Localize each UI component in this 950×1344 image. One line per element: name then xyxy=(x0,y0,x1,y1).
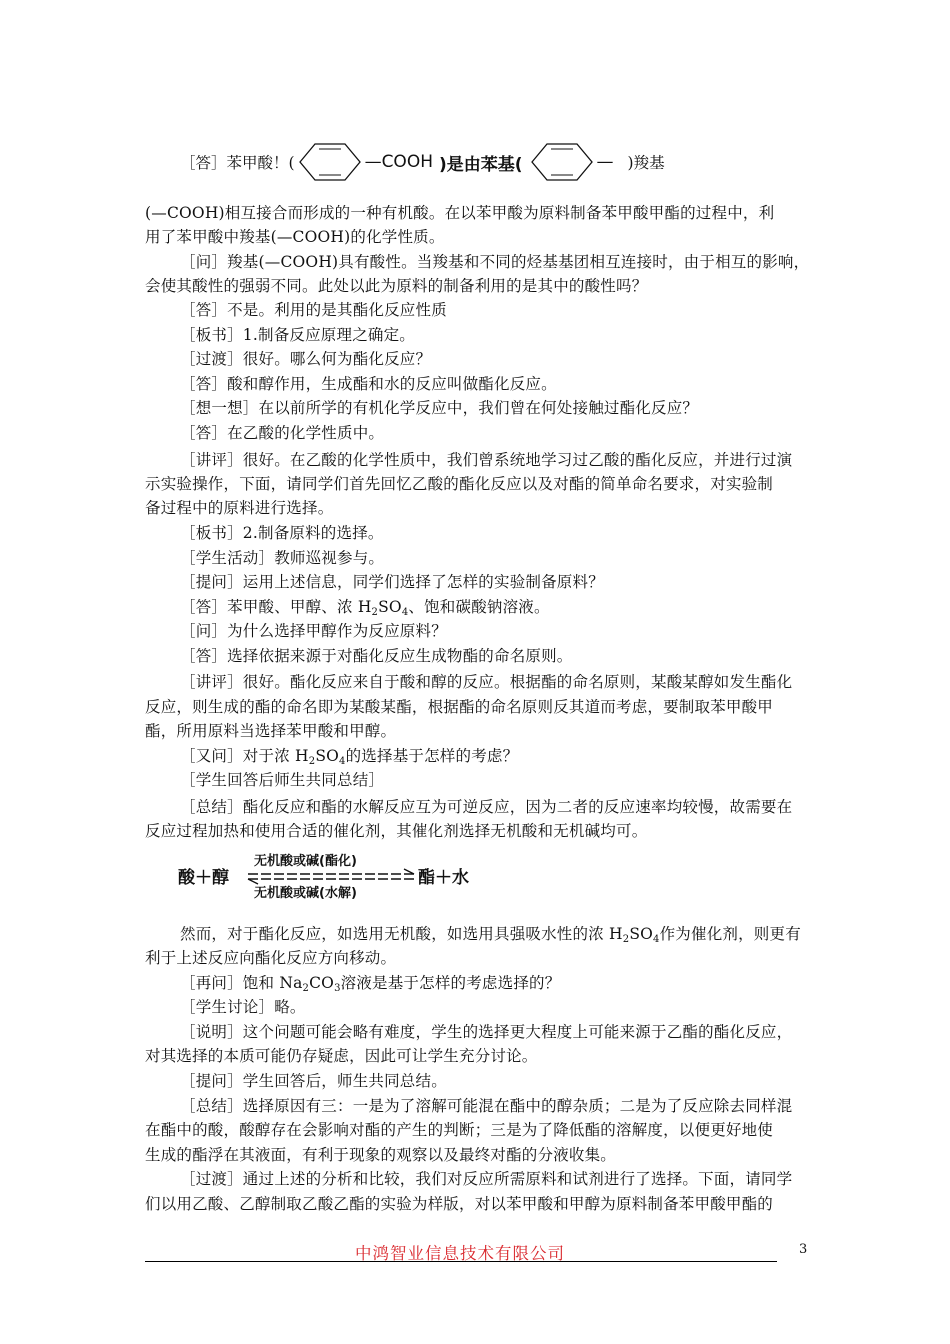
footer-rule xyxy=(145,1261,777,1262)
text-line: 反应，则生成的酯的命名即为某酸某酯，根据酯的命名原则反其道而考虑，要制取苯甲酸甲 xyxy=(145,698,774,716)
text-line: ［总结］酯化反应和酯的水解反应互为可逆反应，因为二者的反应速率均较慢，故需要在 xyxy=(180,798,793,816)
text-line: ［总结］选择原因有三：一是为了溶解可能混在酯中的醇杂质；二是为了反应除去同样混 xyxy=(180,1097,793,1115)
equation-left: 酸＋醇 xyxy=(178,868,229,888)
bond-dash: — xyxy=(596,152,614,172)
footer-company-name: 中鸿智业信息技术有限公司 xyxy=(355,1244,565,1263)
equation-top-condition: 无机酸或碱(酯化) xyxy=(254,854,357,869)
text-line: 备过程中的原料进行选择。 xyxy=(145,499,334,517)
page-number: 3 xyxy=(799,1242,808,1257)
text-line: ［学生回答后师生共同总结］ xyxy=(180,771,385,789)
text-line: ［学生讨论］略。 xyxy=(180,998,306,1016)
text-line: 酯，所用原料当选择苯甲酸和甲醇。 xyxy=(145,722,397,740)
made-of-phenyl-text: )是由苯基( xyxy=(438,154,523,175)
text-line: ［答］在乙酸的化学性质中。 xyxy=(180,424,385,442)
text-line: ［问］为什么选择甲醇作为反应原料？ xyxy=(180,622,447,640)
text-line: ［过渡］很好。哪么何为酯化反应？ xyxy=(180,350,432,368)
text-line: 用了苯甲酸中羧基(—COOH)的化学性质。 xyxy=(145,228,445,246)
text-line: ［学生活动］教师巡视参与。 xyxy=(180,549,385,567)
benzene-ring-icon xyxy=(295,140,365,184)
text-line: ［提问］运用上述信息，同学们选择了怎样的实验制备原料？ xyxy=(180,573,604,591)
however-line: 然而，对于酯化反应，如选用无机酸，如选用具强吸水性的浓 $H_2SO_4$作为催化剂，则更有 xyxy=(180,925,801,945)
text-line: ［讲评］很好。在乙酸的化学性质中，我们曾系统地学习过乙酸的酯化反应，并进行过演 xyxy=(180,451,793,469)
text-line: 对其选择的本质可能仍存疑虑，因此可让学生充分讨论。 xyxy=(145,1047,538,1065)
text-line: ［板书］2.制备原料的选择。 xyxy=(180,524,384,542)
text-line: (—COOH)相互接合而形成的一种有机酸。在以苯甲酸为原料制备苯甲酸甲酯的过程中，利 xyxy=(145,204,775,222)
text-line: 们以用乙酸、乙醇制取乙酸乙酯的实验为样版，对以苯甲酸和甲醇为原料制备苯甲酸甲酯的 xyxy=(145,1195,774,1213)
answer-prefix: ［答］苯甲酸！( xyxy=(180,154,295,172)
text-line: ［提问］学生回答后，师生共同总结。 xyxy=(180,1072,447,1090)
text-line: ［说明］这个问题可能会略有难度，学生的选择更大程度上可能来源于乙酯的酯化反应， xyxy=(180,1023,793,1041)
text-line: ［问］羧基(—COOH)具有酸性。当羧基和不同的烃基基团相互连接时，由于相互的影响， xyxy=(180,253,810,271)
text-line: ［答］不是。利用的是其酯化反应性质 xyxy=(180,301,447,319)
carboxyl-suffix: )羧基 xyxy=(627,154,665,172)
ask-na2co3-line: ［再问］饱和 $Na_2CO_3$溶液是基于怎样的考虑选择的？ xyxy=(180,974,561,994)
text-line: 利于上述反应向酯化反应方向移动。 xyxy=(145,949,397,967)
text-line: ［过渡］通过上述的分析和比较，我们对反应所需原料和试剂进行了选择。下面，请同学 xyxy=(180,1170,793,1188)
benzoic-acid-structure-line xyxy=(180,140,665,184)
text-line: 示实验操作，下面，请同学们首先回忆乙酸的酯化反应以及对酯的简单命名要求，对实验制 xyxy=(145,475,774,493)
text-line: ［想一想］在以前所学的有机化学反应中，我们曾在何处接触过酯化反应？ xyxy=(180,399,699,417)
text-line: 反应过程加热和使用合适的催化剂，其催化剂选择无机酸和无机碱均可。 xyxy=(145,822,648,840)
ask-again-line: ［又问］对于浓 $H_2SO_4$的选择基于怎样的考虑？ xyxy=(180,747,519,767)
equation-bottom-condition: 无机酸或碱(水解) xyxy=(254,886,357,901)
text-line: 在酯中的酸，酸醇存在会影响对酯的产生的判断；三是为了降低酯的溶解度，以便更好地使 xyxy=(145,1121,774,1139)
phenyl-ring-icon xyxy=(527,140,597,184)
text-line: ［答］选择依据来源于对酯化反应生成物酯的命名原则。 xyxy=(180,647,573,665)
cooh-group: —COOH xyxy=(364,152,433,172)
text-line: ［板书］1.制备反应原理之确定。 xyxy=(180,326,415,344)
text-line: 生成的酯浮在其液面，有利于现象的观察以及最终对酯的分液收集。 xyxy=(145,1146,617,1164)
text-line: ［讲评］很好。酯化反应来自于酸和醇的反应。根据酯的命名原则，某酸某醇如发生酯化 xyxy=(180,673,793,691)
equation-right: 酯＋水 xyxy=(418,868,469,888)
answer-materials-line: ［答］苯甲酸、甲醇、浓 $H_2SO_4$、饱和碳酸钠溶液。 xyxy=(180,598,550,618)
text-line: ［答］酸和醇作用，生成酯和水的反应叫做酯化反应。 xyxy=(180,375,557,393)
esterification-equation xyxy=(178,850,498,902)
text-line: 会使其酸性的强弱不同。此处以此为原料的制备利用的是其中的酸性吗？ xyxy=(145,277,648,295)
